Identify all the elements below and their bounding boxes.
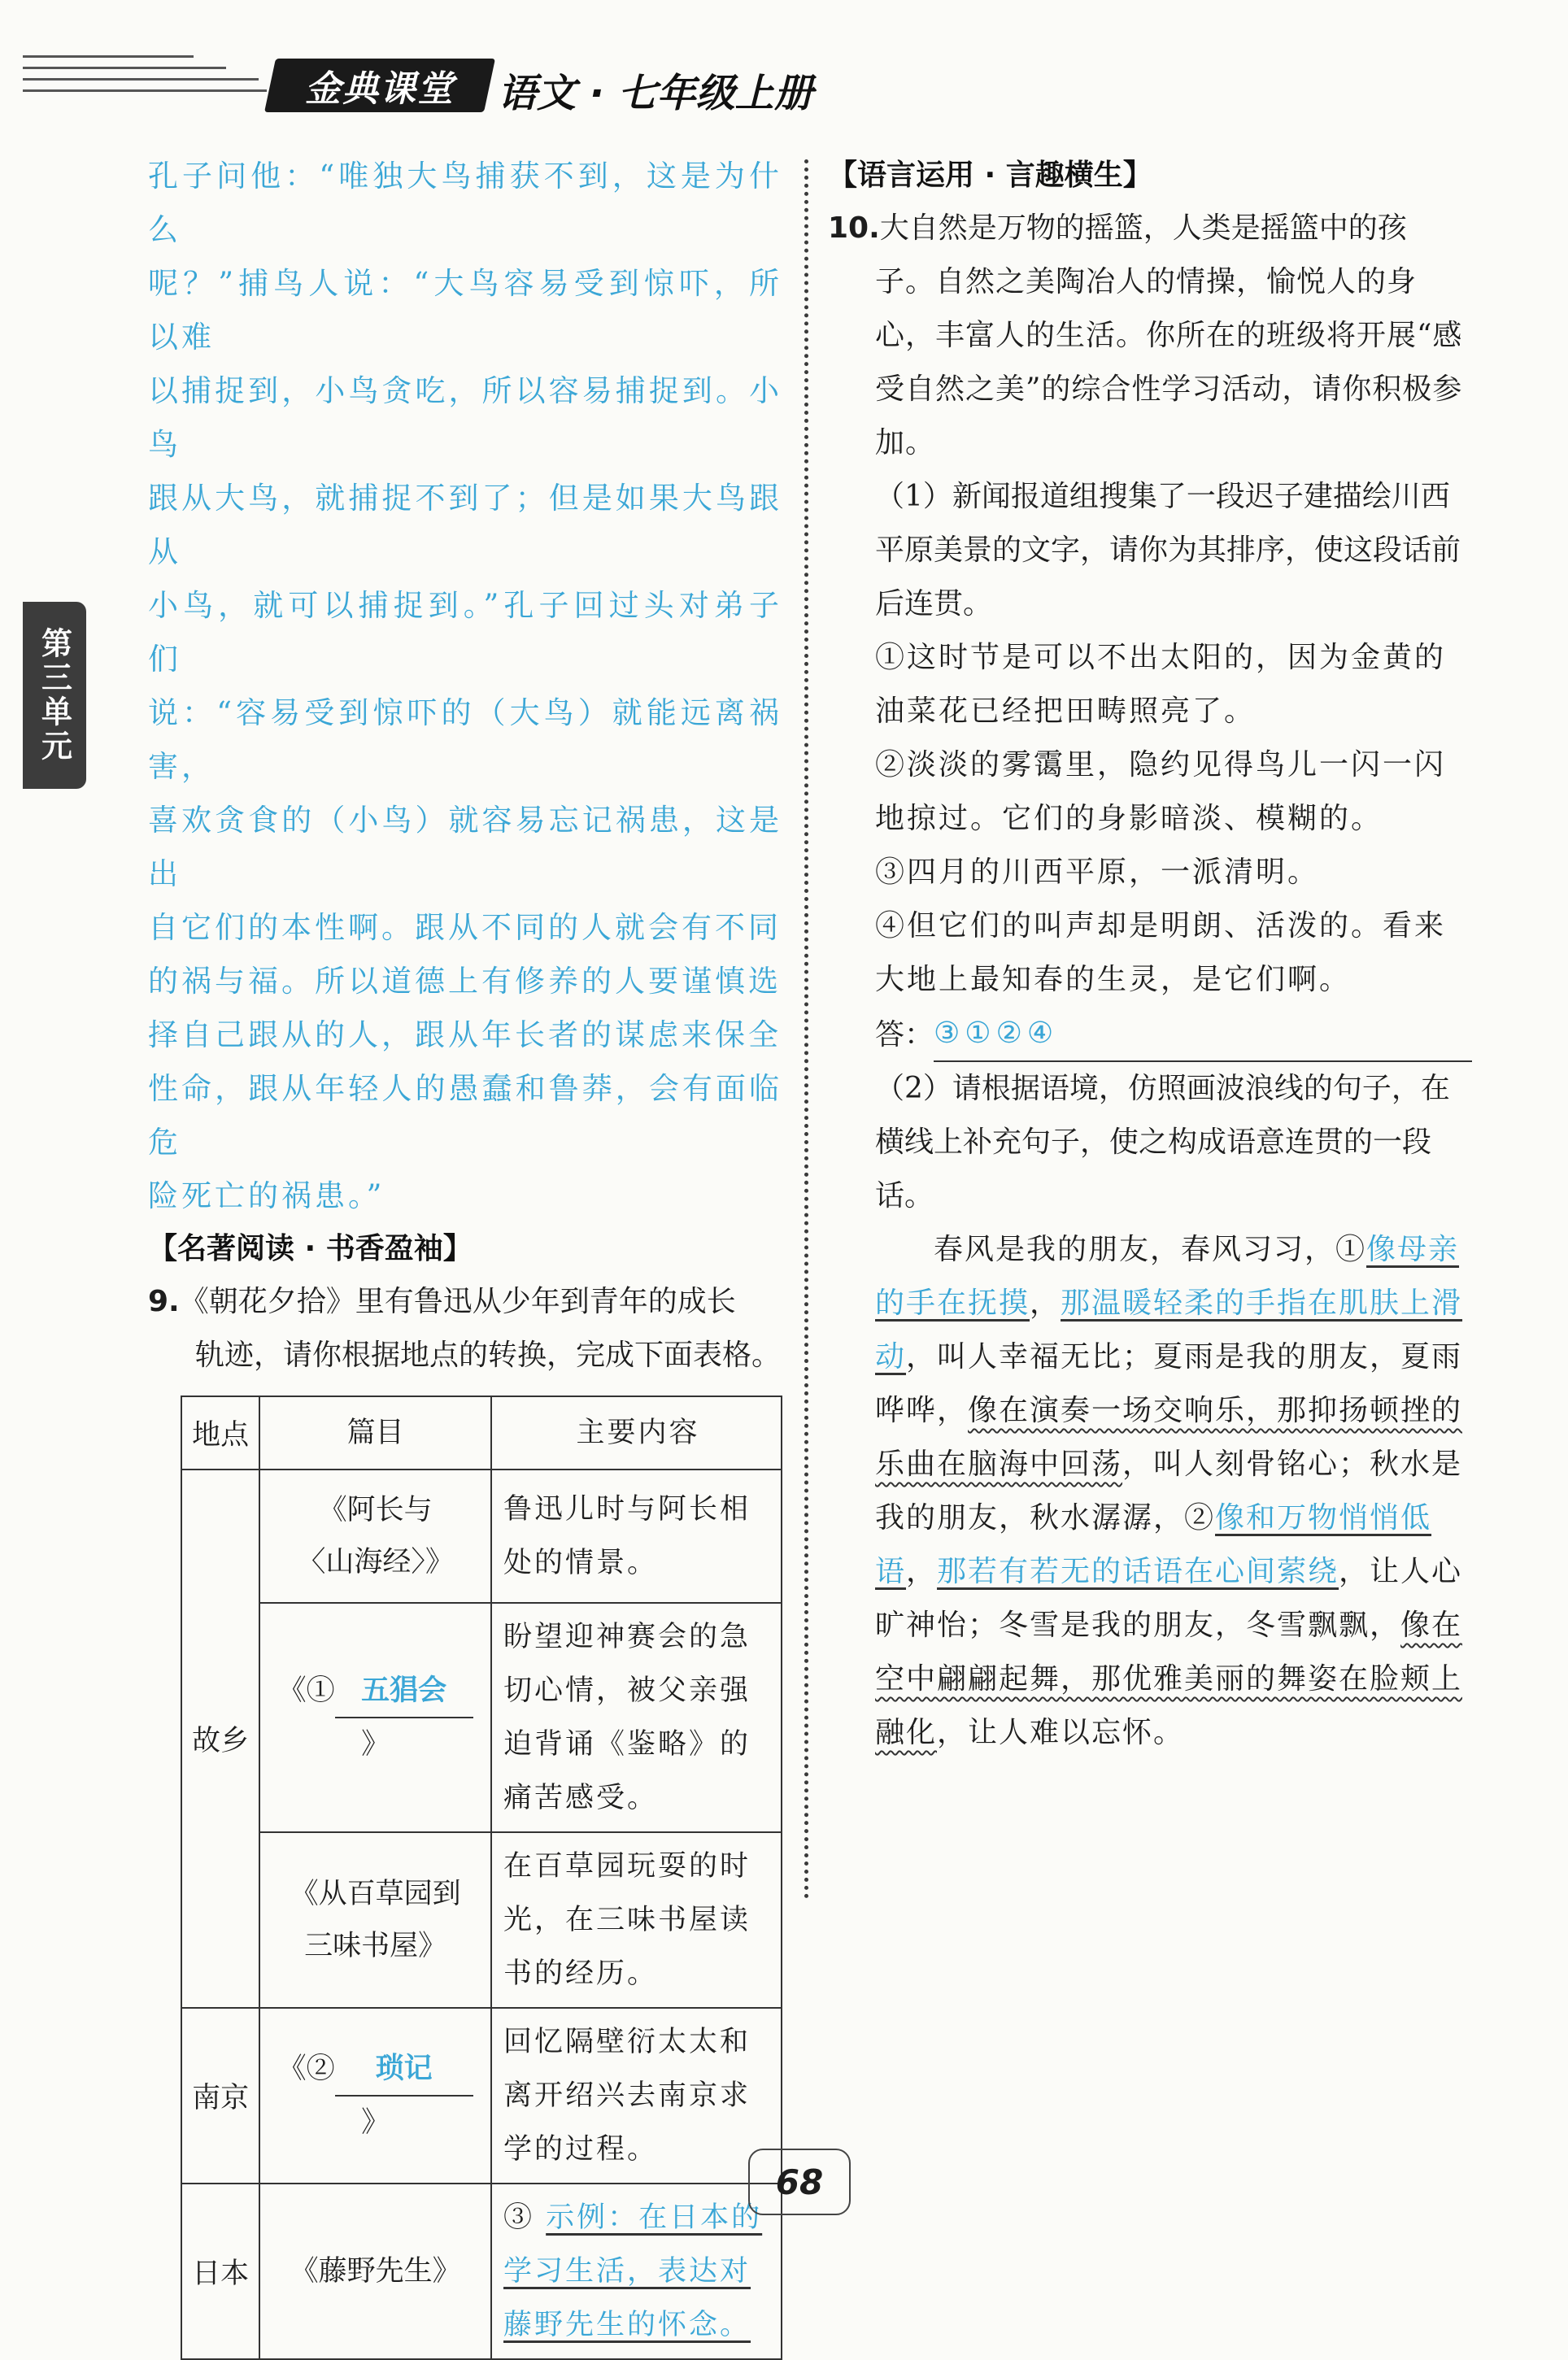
table-row [181, 1603, 782, 1832]
answer-fill-blank[interactable]: ③①②④ [934, 1007, 1472, 1062]
answer-passage [148, 150, 782, 1223]
left-column [148, 150, 782, 2360]
question-10: 10.大自然是万物的摇篮，人类是摇篮中的孩 子。自然之美陶冶人的情操，愉悦人的身心，丰富人的生活。你所在的班级将开展“感受自然之美”的综合性学习活动，请你积极参加。 [828, 211, 1463, 459]
unit-side-tab: 第三单元 [23, 602, 86, 789]
location-cell: 日本 [181, 2184, 259, 2359]
question-9: 9.《朝花夕拾》里有鲁迅从少年到青年的成长 轨迹，请你根据地点的转换，完成下面表格。 [148, 1285, 782, 1372]
table-row [181, 2184, 782, 2359]
table-header-row [181, 1396, 782, 1470]
answer-line: 答： ③①②④ [875, 1007, 1472, 1062]
question-number: 10. [828, 211, 880, 245]
content-cell: ③ 示例：在日本的学习生活，表达对藤野先生的怀念。 [491, 2184, 782, 2359]
section-heading-language: 【语言运用 · 言趣横生】 [828, 159, 1152, 192]
sentence-3: ③四月的川西平原，一派清明。 [875, 856, 1320, 889]
passage-line: 以捕捉到，小鸟贪吃，所以容易捕捉到。小鸟 [148, 373, 782, 462]
section-heading-classics: 【名著阅读 · 书香盈袖】 [148, 1232, 473, 1265]
answer-fill-blank[interactable]: 像和万物悄悄低语 [875, 1501, 1432, 1588]
title-cell: 《② 琐记》 [259, 2008, 491, 2184]
passage-line: 择自己跟从的人，跟从年长者的谋虑来保全 [148, 1017, 782, 1052]
table-row [181, 1832, 782, 2008]
passage-line: 的祸与福。所以道德上有修养的人要谨慎选 [148, 964, 782, 999]
passage-line: 性命，跟从年轻人的愚蠢和鲁莽，会有面临危 [148, 1071, 782, 1160]
series-badge: 金典课堂 [264, 59, 495, 112]
content-cell: 在百草园玩耍的时光，在三味书屋读书的经历。 [491, 1832, 782, 2008]
passage-line: 险死亡的祸患。” [148, 1178, 385, 1213]
question-number: 9. [148, 1285, 180, 1318]
passage-line: 呢？”捕鸟人说：“大鸟容易受到惊吓，所以难 [148, 266, 782, 355]
location-cell: 南京 [181, 2008, 259, 2184]
sentence-1: ①这时节是可以不出太阳的，因为金黄的油菜花已经把田畴照亮了。 [875, 641, 1447, 728]
passage-line: 跟从大鸟，就捕捉不到了；但是如果大鸟跟从 [148, 481, 782, 569]
imitation-paragraph: 春风是我的朋友，春风习习，①像母亲的手在抚摸，那温暖轻柔的手指在肌肤上滑动，叫人幸福无比；夏雨是我的朋友，夏雨哗哗，像在演奏一场交响乐，那抑扬顿挫的乐曲在脑海中回荡，叫人刻骨铭心；秋水是我的朋友，秋水潺潺，②像和万物悄悄低语，那若有若无的话语在心间萦绕，让人心旷神怡；冬雪是我的朋友，冬雪飘飘，像在空中翩翩起舞，那优雅美丽的舞姿在脸颊上融化，让人难以忘怀。 [875, 1233, 1463, 1749]
content-cell: 盼望迎神赛会的急切心情，被父亲强迫背诵《鉴略》的痛苦感受。 [491, 1603, 782, 1832]
right-column [828, 150, 1472, 1760]
passage-line: 自它们的本性啊。跟从不同的人就会有不同 [148, 910, 782, 945]
title-cell: 《① 五猖会》 [259, 1603, 491, 1832]
page-number: 68 [748, 2149, 851, 2215]
passage-line: 小鸟，就可以捕捉到。”孔子回过头对弟子们 [148, 588, 782, 677]
title-cell: 《阿长与 〈山海经〉》 [259, 1470, 491, 1603]
table-row [181, 2008, 782, 2184]
content-cell: 回忆隔壁衍太太和离开绍兴去南京求学的过程。 [491, 2008, 782, 2184]
title-cell: 《藤野先生》 [259, 2184, 491, 2359]
wavy-underlined-sentence: 像在演奏一场交响乐，那抑扬顿挫的乐曲在脑海中回荡 [875, 1394, 1463, 1481]
sentence-2: ②淡淡的雾霭里，隐约见得鸟儿一闪一闪地掠过。它们的身影暗淡、模糊的。 [875, 748, 1447, 835]
works-table [181, 1396, 782, 2360]
table-header-cell: 篇目 [259, 1396, 491, 1470]
content-cell: 鲁迅儿时与阿长相处的情景。 [491, 1470, 782, 1603]
column-divider [804, 159, 808, 1900]
sentence-4: ④但它们的叫声却是明朗、活泼的。看来大地上最知春的生灵，是它们啊。 [875, 909, 1447, 996]
answer-fill-blank[interactable]: 五猖会 [335, 1665, 473, 1718]
title-cell: 《从百草园到 三味书屋》 [259, 1832, 491, 2008]
wavy-underlined-sentence: 像在空中翩翩起舞，那优雅美丽的舞姿在脸颊上融化 [875, 1609, 1463, 1749]
answer-fill-blank[interactable]: 那若有若无的话语在心间萦绕 [937, 1555, 1339, 1588]
location-cell: 故乡 [181, 1470, 259, 2008]
answer-fill-blank[interactable]: 琐记 [335, 2043, 473, 2097]
sub-question-1: （1）新闻报道组搜集了一段迟子建描绘川西平原美景的文字，请你为其排序，使这段话前后连贯。 ①这时节是可以不出太阳的，因为金黄的油菜花已经把田畴照亮了。 ②淡淡的雾霭里，隐约见得鸟儿一闪一闪地掠过。它们的身影暗淡、模糊的。 ③四月的川西平原，一派清明。 ④但它们的叫声却是明朗、活泼的。看来大地上最知春的生灵，是它们啊。 答： ③①②④ （2）请根据语境，仿照画波浪线的句子，在横线上补充句子，使之构成语意连贯的一段话。 [828, 470, 1472, 1223]
answer-fill-blank[interactable]: 像母亲的手在抚摸 [875, 1233, 1460, 1320]
passage-line: 喜欢贪食的（小鸟）就容易忘记祸患，这是出 [148, 803, 782, 891]
header-decoration-lines [23, 50, 267, 107]
table-header-cell: 地点 [181, 1396, 259, 1470]
book-title: 语文 · 七年级上册 [498, 71, 813, 116]
passage-line: 说：“容易受到惊吓的（大鸟）就能远离祸害， [148, 695, 782, 784]
table-row [181, 1470, 782, 1603]
answer-fill-blank[interactable]: 那温暖轻柔的手指在肌肤上滑动 [875, 1287, 1463, 1374]
answer-fill-blank[interactable]: 示例：在日本的学习生活，表达对藤野先生的怀念。 [503, 2201, 763, 2341]
table-header-cell: 主要内容 [491, 1396, 782, 1470]
passage-line: 孔子问他：“唯独大鸟捕获不到，这是为什么 [148, 159, 782, 247]
